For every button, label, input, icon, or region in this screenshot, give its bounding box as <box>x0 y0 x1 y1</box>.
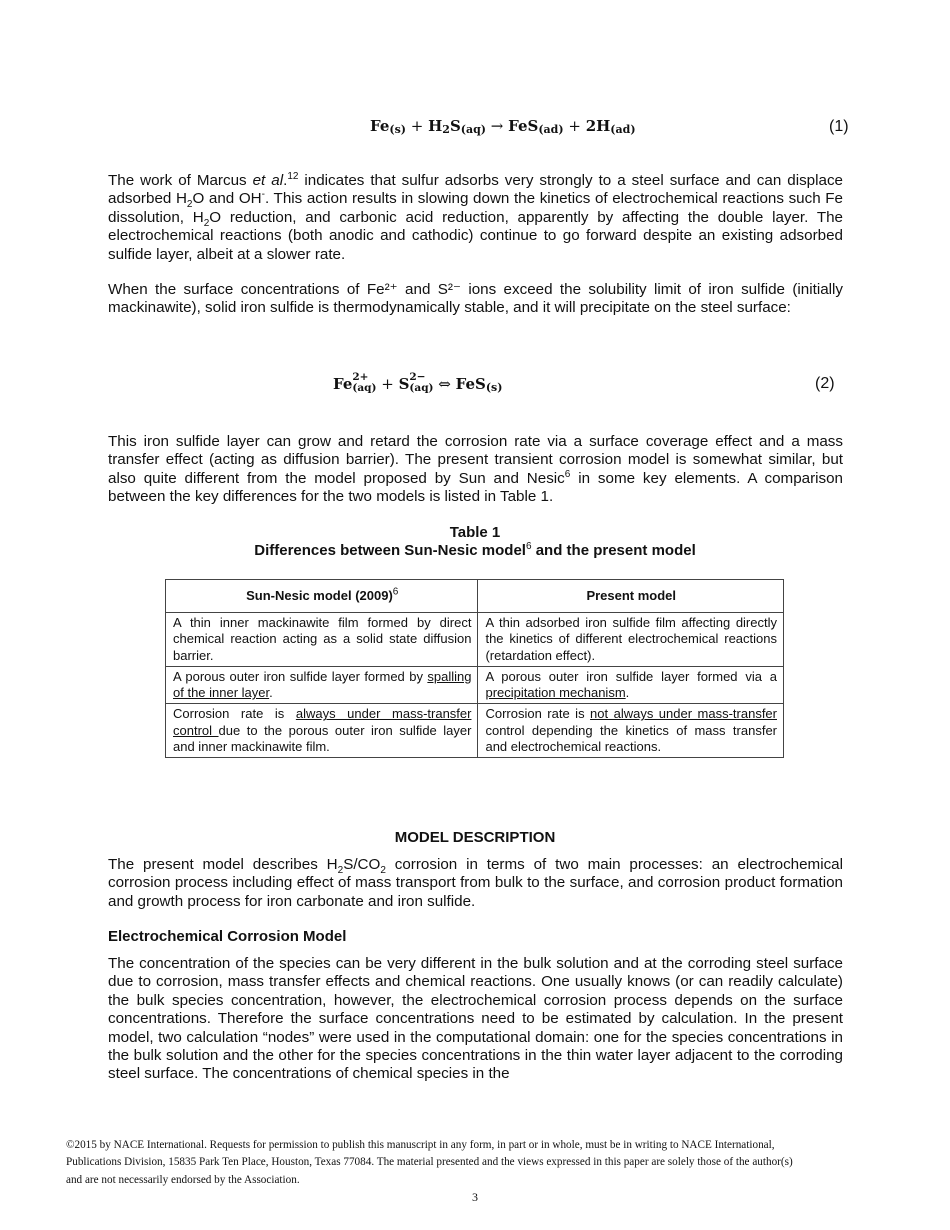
table-row <box>166 613 784 667</box>
table-cell: Corrosion rate is not always under mass-transfer control depending the kinetics of mass transfer and electrochemical reactions. <box>478 704 784 758</box>
paragraph-model-description: The present model describes $H_2S/CO_2$ corrosion in terms of two main processes: an electrochemical corrosion process including effect of mass transport from bulk to the surface, and corrosion product formation and growth process for iron carbonate and iron sulfide. <box>108 856 843 910</box>
table-cell: A thin adsorbed iron sulfide film affecting directly the kinetics of different electrochemical reactions (retardation effect). <box>478 613 784 667</box>
equation-1: $Fe_{(s)} + H_2S_{(aq)} \to FeS_{(ad)} + 2H_{(ad)}$ <box>370 117 636 136</box>
paragraph-surface-concentrations: When the surface concentrations of Fe²⁺ and S²⁻ ions exceed the solubility limit of iron sulfide (initially mackinawite), solid iron sulfide is thermodynamically stable, and it will precipitate on the steel surface: <box>108 281 843 317</box>
table-caption-title: Differences between Sun-Nesic model$^6$ and the present model <box>254 541 696 559</box>
equation-2-number: (2) <box>815 375 835 392</box>
equation-2: Fe 2+ (aq) + S 2− (aq) ⇔ FeS$_{(s)}$ <box>333 371 503 394</box>
page-number: 3 <box>472 1190 478 1204</box>
table-row <box>166 666 784 704</box>
table-cell: A porous outer iron sulfide layer formed by spalling of the inner layer. <box>166 666 478 704</box>
table-header-present: Present model <box>478 580 784 613</box>
paragraph-iron-sulfide-layer: This iron sulfide layer can grow and retard the corrosion rate via a surface coverage effect and a mass transfer effect (acting as diffusion barrier). The present transient corrosion model is somewhat similar, but also quite different from the model proposed by Sun and Nesic$^6$ in some key elements. A comparison between the key differences for the two models is listed in Table 1. <box>108 433 844 506</box>
table-cell: A porous outer iron sulfide layer formed via a precipitation mechanism. <box>478 666 784 704</box>
paragraph-electrochemical-model: The concentration of the species can be very different in the bulk solution and at the corroding steel surface due to corrosion, mass transfer effects and chemical reactions. One usually knows (or can readily calculate) the bulk species concentration, however, the electrochemical corrosion process depends on the surface concentrations. Therefore the surface concentrations need to be estimated by calculation. In the present model, two calculation “nodes” were used in the computational domain: one for the species concentrations in the bulk solution and the other for the species concentrations in the thin water layer adjacent to the corroding steel surface. The concentrations of chemical species in the <box>108 955 843 1083</box>
table-header-row <box>166 580 784 613</box>
table-cell: Corrosion rate is always under mass-transfer control due to the porous outer iron sulfide layer and inner mackinawite film. <box>166 704 478 758</box>
table-cell: A thin inner mackinawite film formed by direct chemical reaction acting as a solid state diffusion barrier. <box>166 613 478 667</box>
section-heading: MODEL DESCRIPTION <box>394 829 556 846</box>
subheading: Electrochemical Corrosion Model <box>108 928 347 945</box>
copyright-footer: ©2015 by NACE International. Requests for permission to publish this manuscript in any form, in part or in whole, must be in writing to NACE International, Publications Division, 15835 Park Ten Place, Houston, Texas 77084. The material presented and the views expressed in this paper are solely those of the author(s) and are not necessarily endorsed by the Association. <box>66 1139 793 1186</box>
paragraph-marcus: The work of Marcus et al.$^{12}$ indicates that sulfur adsorbs very strongly to a steel surface and can displace adsorbed $H_2O$ and OH-. This action results in slowing down the kinetics of electrochemical reactions such Fe dissolution, $H_2O$ reduction, and carbonic acid reduction, apparently by affecting the double layer. The electrochemical reactions (both anodic and cathodic) continue to go forward despite an existing adsorbed sulfide layer, albeit at a slower rate. <box>108 170 844 263</box>
table-header-sun-nesic: Sun-Nesic model $(2009)^6$ <box>166 580 478 613</box>
comparison-table <box>165 579 784 758</box>
table-caption-number: Table 1 <box>449 524 501 541</box>
equation-1-number: (1) <box>829 118 849 135</box>
table-row <box>166 704 784 758</box>
